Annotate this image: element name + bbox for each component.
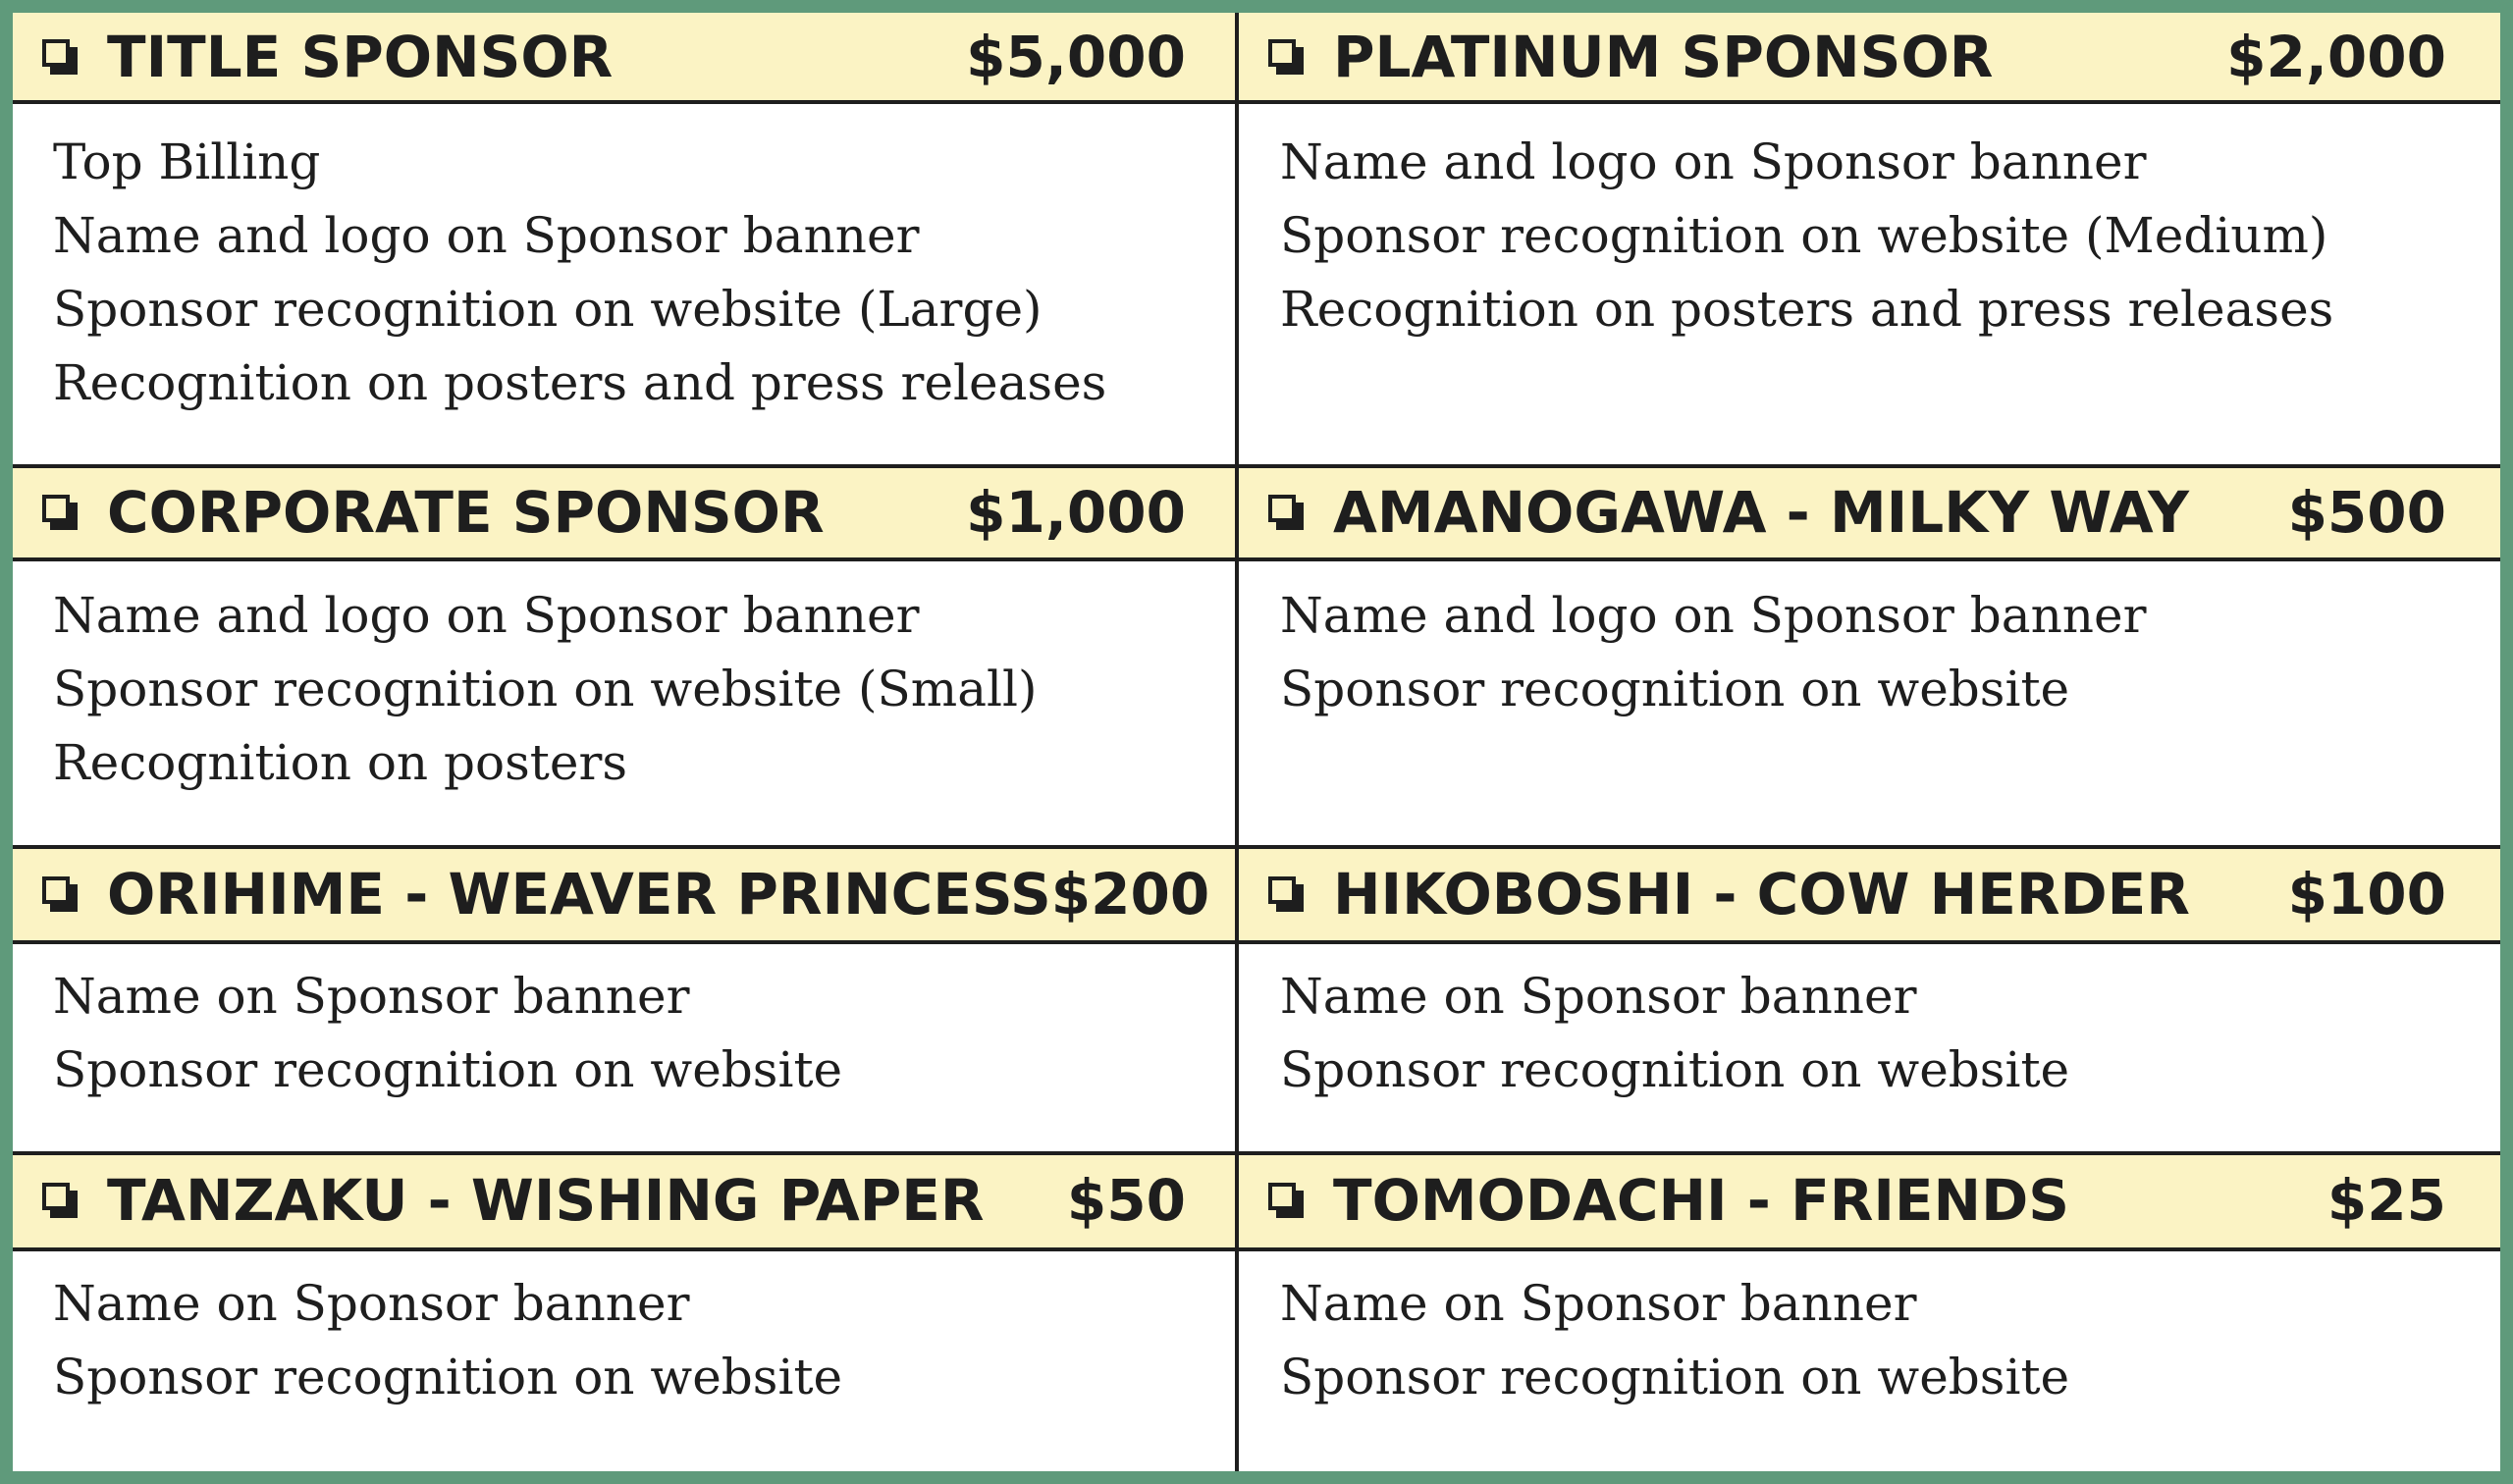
tier-benefits xyxy=(1239,104,2500,346)
benefit-item: Sponsor recognition on website xyxy=(1280,661,2070,717)
benefit-item: Sponsor recognition on website (Large) xyxy=(53,281,1043,338)
tier-header xyxy=(13,13,1235,104)
checkbox-icon[interactable] xyxy=(42,1183,78,1218)
tier-name: TOMODACHI - FRIENDS xyxy=(1333,1167,2070,1234)
tier-price: $2,000 xyxy=(2226,23,2446,90)
tier-header xyxy=(1239,1153,2500,1251)
benefit-item: Name on Sponsor banner xyxy=(1280,1275,1917,1332)
checkbox-icon[interactable] xyxy=(1268,876,1304,912)
benefit-item: Name on Sponsor banner xyxy=(53,1275,690,1332)
tier-price: $100 xyxy=(2287,860,2446,928)
tier-header xyxy=(13,466,1235,561)
tier-price: $200 xyxy=(1050,860,1210,928)
benefit-item: Sponsor recognition on website xyxy=(53,1041,843,1098)
checkbox-icon[interactable] xyxy=(1268,1183,1304,1218)
benefit-item: Sponsor recognition on website xyxy=(1280,1041,2070,1098)
benefit-item: Sponsor recognition on website (Medium) xyxy=(1280,207,2328,264)
tier-price: $25 xyxy=(2326,1167,2446,1234)
tier-corporate-sponsor xyxy=(13,466,1235,847)
row-divider xyxy=(13,464,2500,468)
tier-name: TITLE SPONSOR xyxy=(107,23,614,90)
tier-name: AMANOGAWA - MILKY WAY xyxy=(1333,478,2190,546)
row-divider xyxy=(13,845,2500,849)
benefit-item: Sponsor recognition on website xyxy=(1280,1349,2070,1405)
tier-benefits xyxy=(1239,1251,2500,1414)
benefit-item: Name and logo on Sponsor banner xyxy=(53,587,920,644)
checkbox-icon[interactable] xyxy=(42,876,78,912)
tier-name: ORIHIME - WEAVER PRINCESS xyxy=(107,860,1051,928)
tier-name: HIKOBOSHI - COW HERDER xyxy=(1333,860,2190,928)
tier-header xyxy=(1239,466,2500,561)
benefit-item: Name and logo on Sponsor banner xyxy=(1280,587,2147,644)
column-divider xyxy=(1235,13,1239,1471)
tier-title-sponsor xyxy=(13,13,1235,466)
tier-header xyxy=(1239,847,2500,944)
benefit-item: Sponsor recognition on website xyxy=(53,1349,843,1405)
benefit-item: Sponsor recognition on website (Small) xyxy=(53,661,1038,717)
benefit-item: Top Billing xyxy=(53,133,321,190)
tier-benefits xyxy=(13,944,1235,1107)
benefit-item: Recognition on posters and press releases xyxy=(53,354,1107,411)
benefit-item: Name on Sponsor banner xyxy=(1280,968,1917,1025)
tier-name: TANZAKU - WISHING PAPER xyxy=(107,1167,985,1234)
tier-header xyxy=(13,847,1235,944)
tier-amanogawa-milky-way xyxy=(1239,466,2500,847)
tier-benefits xyxy=(1239,944,2500,1107)
checkbox-icon[interactable] xyxy=(1268,495,1304,530)
checkbox-icon[interactable] xyxy=(42,39,78,75)
tier-benefits xyxy=(13,561,1235,800)
tier-benefits xyxy=(1239,561,2500,726)
benefit-item: Recognition on posters and press releases xyxy=(1280,281,2334,338)
row-divider xyxy=(13,1151,2500,1155)
checkbox-icon[interactable] xyxy=(42,495,78,530)
tier-price: $1,000 xyxy=(966,478,1186,546)
benefit-item: Recognition on posters xyxy=(53,734,628,791)
tier-header xyxy=(13,1153,1235,1251)
tier-platinum-sponsor xyxy=(1239,13,2500,466)
tier-name: CORPORATE SPONSOR xyxy=(107,478,825,546)
tier-hikoboshi-cow-herder xyxy=(1239,847,2500,1153)
benefit-item: Name and logo on Sponsor banner xyxy=(53,207,920,264)
tier-tanzaku-wishing-paper xyxy=(13,1153,1235,1471)
tier-price: $500 xyxy=(2287,478,2446,546)
tier-tomodachi-friends xyxy=(1239,1153,2500,1471)
tier-orihime-weaver-princess xyxy=(13,847,1235,1153)
tier-benefits xyxy=(13,1251,1235,1414)
benefit-item: Name and logo on Sponsor banner xyxy=(1280,133,2147,190)
benefit-item: Name on Sponsor banner xyxy=(53,968,690,1025)
tier-header xyxy=(1239,13,2500,104)
tier-price: $50 xyxy=(1066,1167,1186,1234)
sponsorship-sheet xyxy=(13,13,2500,1471)
tier-name: PLATINUM SPONSOR xyxy=(1333,23,1994,90)
tier-benefits xyxy=(13,104,1235,420)
checkbox-icon[interactable] xyxy=(1268,39,1304,75)
tier-price: $5,000 xyxy=(966,23,1186,90)
